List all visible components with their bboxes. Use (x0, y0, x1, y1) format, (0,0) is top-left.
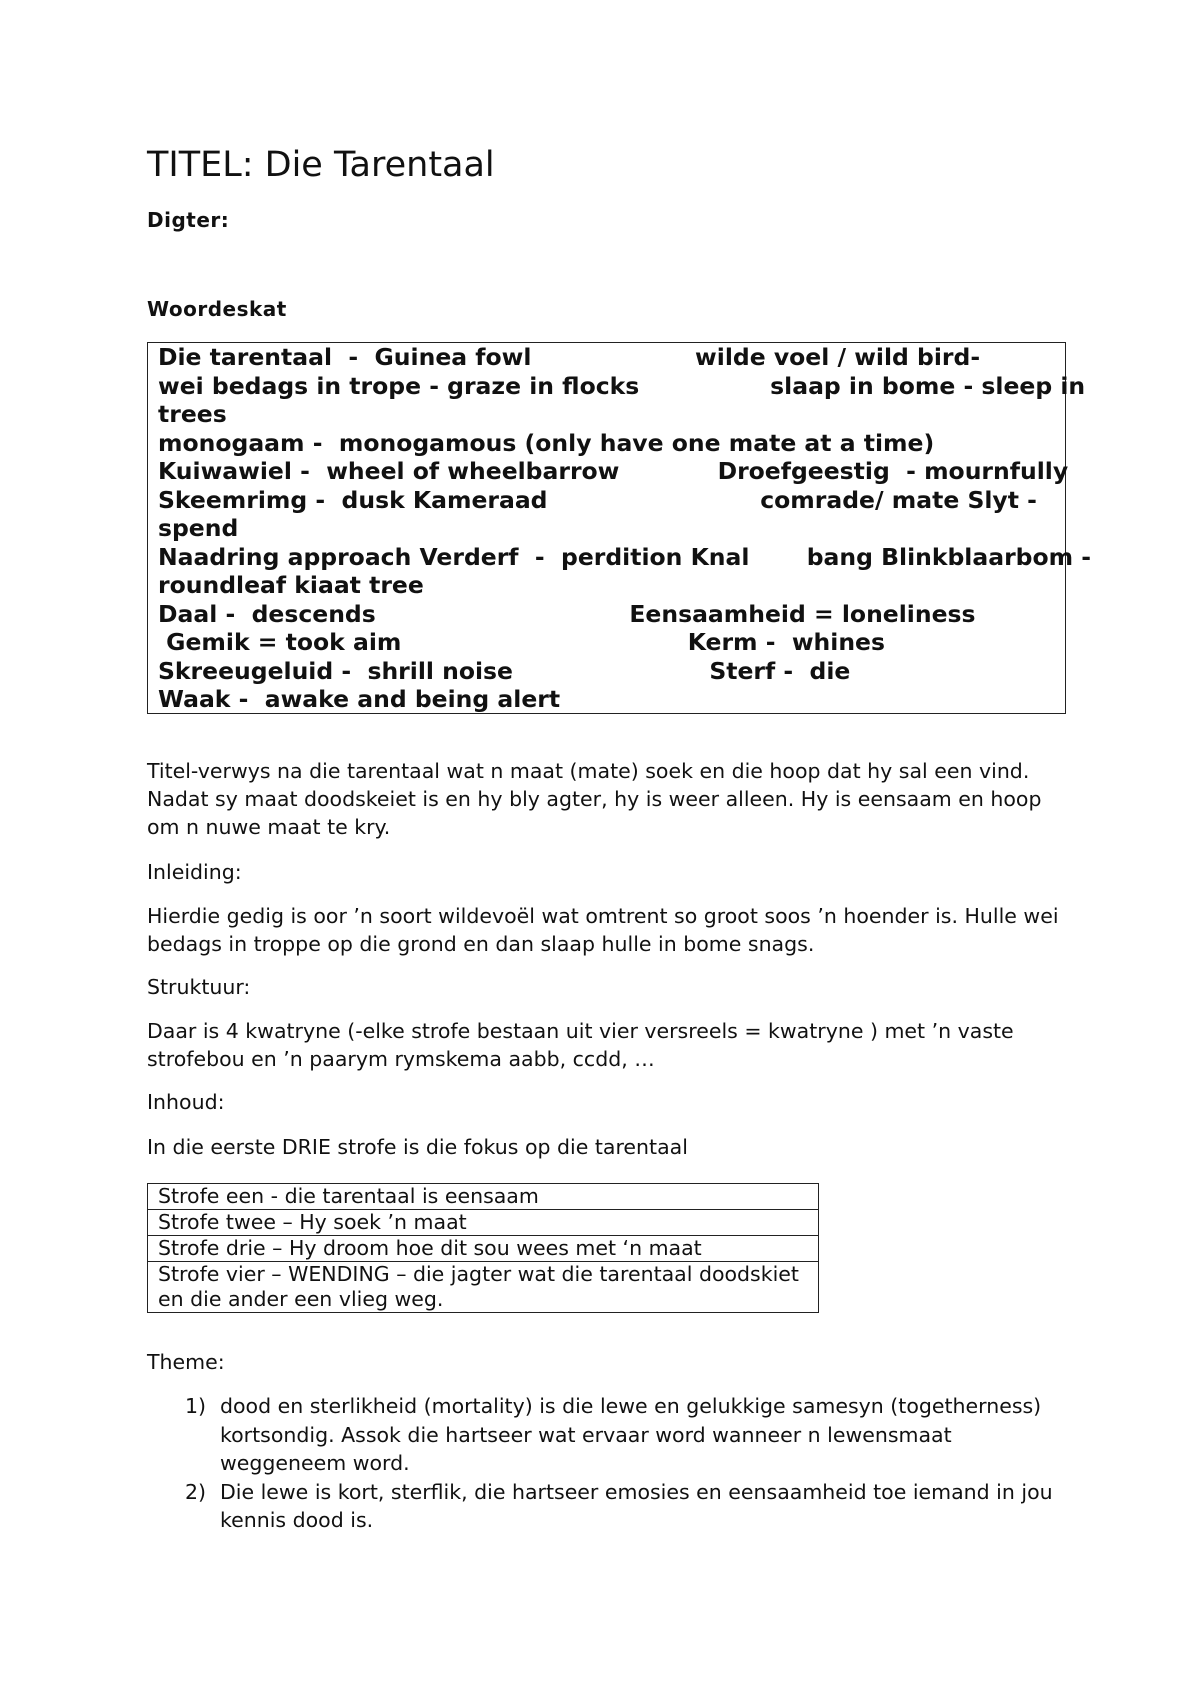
page-title: TITEL: Die Tarentaal (147, 145, 495, 185)
vocab-line: Waak - awake and being alert (158, 685, 561, 713)
table-row (148, 1184, 819, 1210)
strofe-cell: Strofe drie – Hy droom hoe dit sou wees met ‘n maat (148, 1236, 819, 1262)
vocab-line: Skeemrimg - dusk Kameraad comrade/ mate Slyt - (158, 485, 1037, 514)
vocab-line: Die tarentaal - Guinea fowl wilde voel / wild bird- (158, 343, 981, 371)
vocab-line: Daal - descends Eensaamheid = loneliness (158, 599, 976, 628)
vocabulary-box (147, 342, 1092, 714)
vocab-line: Skreeugeluid - shrill noise Sterf - die (158, 656, 851, 685)
table-row (148, 1262, 819, 1313)
struktuur-text: Daar is 4 kwatryne (-elke strofe bestaan uit vier versreels = kwatryne ) met ’n vaste strofebou en ’n paarym rymskema aabb, ccdd, … (147, 1019, 1014, 1071)
inleiding-label: Inleiding: (147, 860, 242, 884)
inleiding-text: Hierdie gedig is oor ’n soort wildevoël wat omtrent so groot soos ’n hoender is. Hulle wei bedags in troppe op die grond en dan slaap hulle in bome snags. (147, 904, 1059, 956)
list-item-text: dood en sterlikheid (mortality) is die lewe en gelukkige samesyn (togetherness) kortsondig. Assok die hartseer wat ervaar word wanneer n lewensmaat weggeneem word. (220, 1394, 1042, 1475)
woordeskat-heading: Woordeskat (147, 297, 287, 321)
inhoud-label: Inhoud: (147, 1090, 225, 1114)
theme-label: Theme: (147, 1350, 225, 1374)
struktuur-label: Struktuur: (147, 975, 251, 999)
strofe-cell: Strofe een - die tarentaal is eensaam (148, 1184, 819, 1210)
list-item (147, 1392, 1077, 1478)
strofe-cell: Strofe twee – Hy soek ’n maat (148, 1210, 819, 1236)
vocab-line: trees (158, 400, 227, 428)
digter-label: Digter: (147, 208, 230, 232)
vocab-line: wei bedags in trope - graze in flocks slaap in bome - sleep in (158, 371, 1086, 400)
vocab-line: Gemik = took aim Kerm - whines (158, 628, 885, 656)
strofe-table (147, 1183, 819, 1313)
list-item-text: Die lewe is kort, sterflik, die hartseer emosies en eensaamheid toe iemand in jou kennis dood is. (220, 1479, 1053, 1532)
list-number: 2) (185, 1479, 207, 1504)
list-item (147, 1478, 1077, 1535)
vocab-line: spend (158, 514, 239, 542)
inhoud-text: In die eerste DRIE strofe is die fokus op die tarentaal (147, 1135, 688, 1159)
table-row (148, 1236, 819, 1262)
vocab-line: Naadring approach Verderf - perdition Knal bang Blinkblaarbom - (158, 542, 1092, 571)
strofe-cell: Strofe vier – WENDING – die jagter wat die tarentaal doodskiet en die ander een vlieg weg. (148, 1262, 819, 1313)
list-number: 1) (185, 1394, 207, 1418)
theme-list (147, 1392, 1077, 1535)
table-row (148, 1210, 819, 1236)
titel-paragraph: Titel-verwys na die tarentaal wat n maat (mate) soek en die hoop dat hy sal een vind. Nadat sy maat doodskeiet is en hy bly agter, hy is weer alleen. Hy is eensaam en hoop om n nuwe maat te kry. (147, 759, 1042, 839)
vocab-line: monogaam - monogamous (only have one mate at a time) (158, 428, 935, 457)
vocab-line: Kuiwawiel - wheel of wheelbarrow Droefgeestig - mournfully (158, 457, 1069, 485)
vocab-line: roundleaf kiaat tree (158, 571, 424, 599)
